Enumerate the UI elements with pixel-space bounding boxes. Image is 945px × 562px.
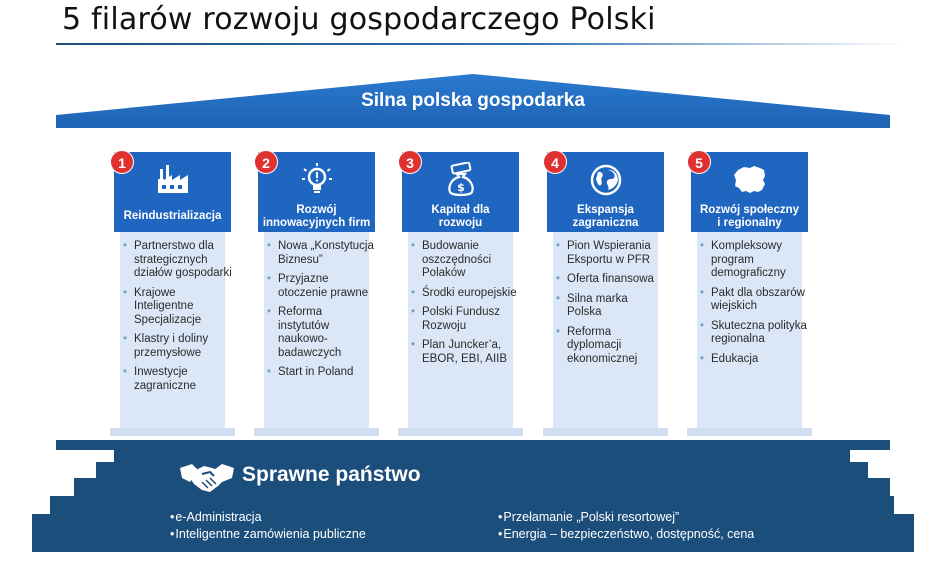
list-item: • Reforma dyplomacji ekonomicznej [555, 326, 665, 367]
list-item: • Oferta finansowa [555, 273, 665, 287]
list-item: • Krajowe Inteligentne Specjalizacje [122, 287, 232, 328]
pillar-title: Ekspansja [577, 204, 634, 216]
list-item: • Klastry i doliny przemysłowe [122, 333, 232, 360]
list-item: • Inteligentne zamówienia publiczne [170, 526, 366, 543]
pillar-item-list [410, 240, 520, 372]
pillar-base [110, 428, 235, 436]
title-underline [56, 43, 906, 45]
list-item: • Start in Poland [266, 366, 376, 380]
list-item: • Inwestycje zagraniczne [122, 366, 232, 393]
pillar-base [398, 428, 523, 436]
list-item: • Budowanie oszczędności Polaków [410, 240, 520, 281]
list-item: • Nowa „Konstytucja Biznesu” [266, 240, 376, 267]
list-item: • Partnerstwo dla strategicznych działów gospodarki [122, 240, 232, 281]
number-badge: 3 [398, 150, 422, 174]
handshake-icon [178, 460, 236, 496]
list-item: • Energia – bezpieczeństwo, dostępność, cena [498, 526, 754, 543]
svg-text:$: $ [456, 181, 465, 194]
list-item: • Przełamanie „Polski resortowej” [498, 509, 754, 526]
number-badge: 5 [687, 150, 711, 174]
list-item: • Silna marka Polska [555, 293, 665, 320]
pillar-title-line-2: i regionalny [717, 217, 782, 229]
pillar-item-list [555, 240, 665, 372]
pillar-3 [394, 152, 527, 436]
list-item: • e-Administracja [170, 509, 366, 526]
list-item: • Reforma instytutów naukowo-badawczych [266, 306, 376, 360]
pillar-base [254, 428, 379, 436]
number-badge: 4 [543, 150, 567, 174]
list-item: • Przyjazne otoczenie prawne [266, 273, 376, 300]
pillar-base [687, 428, 812, 436]
list-item: • Środki europejskie [410, 287, 520, 301]
page-title: 5 filarów rozwoju gospodarczego Polski [62, 2, 656, 37]
pillar-item-list [266, 240, 376, 386]
foundation-list-left [170, 509, 366, 543]
pillar-item-list [122, 240, 232, 399]
pillar-4 [539, 152, 672, 436]
roof-label: Silna polska gospodarka [361, 90, 585, 111]
pillar-base [543, 428, 668, 436]
list-item: • Edukacja [699, 353, 809, 367]
pillar-2 [250, 152, 383, 436]
pillar-title: Reindustrializacja [123, 210, 222, 222]
list-item: • Plan Juncker’a, EBOR, EBI, AIIB [410, 339, 520, 366]
pillar-title: Kapitał dla [431, 204, 490, 216]
pillar-title-line-2: rozwoju [438, 217, 483, 229]
stair-step-5 [32, 514, 914, 552]
pillar-item-list [699, 240, 809, 372]
list-item: • Kompleksowy program demograficzny [699, 240, 809, 281]
pillar-5 [683, 152, 816, 436]
foundation-title: Sprawne państwo [242, 463, 421, 486]
pillar-title: Rozwój społeczny [699, 204, 800, 216]
list-item: • Skuteczna polityka regionalna [699, 320, 809, 347]
pillar-title-line-2: zagraniczna [572, 217, 639, 229]
list-item: • Polski Fundusz Rozwoju [410, 306, 520, 333]
list-item: • Pakt dla obszarów wiejskich [699, 287, 809, 314]
pillar-title: Rozwój [296, 204, 337, 216]
pillar-title-line-2: innowacyjnych firm [262, 217, 371, 229]
foundation-list-right [498, 509, 754, 543]
number-badge: 2 [254, 150, 278, 174]
number-badge: 1 [110, 150, 134, 174]
list-item: • Pion Wspierania Eksportu w PFR [555, 240, 665, 267]
pillar-1 [106, 152, 239, 436]
